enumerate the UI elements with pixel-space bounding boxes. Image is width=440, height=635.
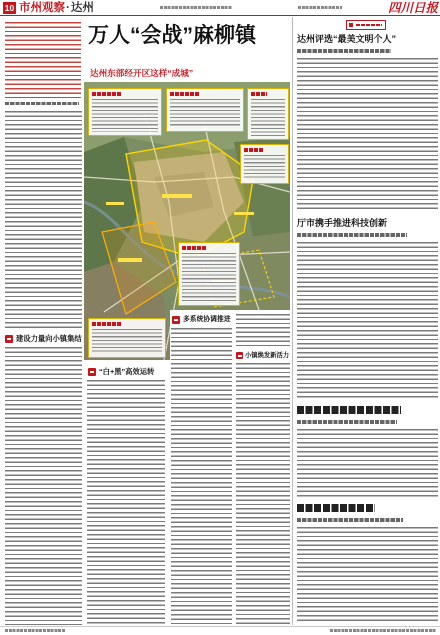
article-body-col1 [5,347,82,625]
lead-headline: 万人“会战”麻柳镇 [88,24,256,47]
sidebar-tag-label [356,24,382,26]
byline [5,102,79,105]
map-info-box-2 [166,88,244,132]
sidebar-story-4-headline [297,504,375,512]
sidebar-tag-mark [349,23,353,27]
section-marker-icon [88,368,96,376]
article-body-col4-top [236,314,290,347]
sidebar-story-3-headline [297,406,401,414]
sidebar-story-3-body [297,429,438,498]
article-body-col3 [171,328,232,625]
sidebar-tag [346,20,386,30]
footer-left-text [5,629,65,632]
map-info-box-5 [178,242,240,306]
sidebar-story-4-subhead [297,518,403,522]
article-body-col1-top [5,111,82,330]
paper-logo: 四川日报 [388,0,439,15]
map-info-box-6 [88,318,166,358]
sidebar-story-2-subhead [297,233,407,237]
issue-date-text [160,6,232,9]
editor-note-text [5,22,81,98]
map-info-box-3 [247,88,289,140]
map-info-box-4 [240,144,289,184]
footer-credit-text [330,629,436,632]
footer-rule [0,626,440,627]
sidebar-story-2-headline: 厅市携手推进科技创新 [297,218,388,228]
masthead-rule [0,15,440,16]
region-name: 达州 [70,2,94,14]
subsection-title-2: “白+黑”高效运转 [99,367,155,376]
column-divider [292,17,293,625]
subsection-title-1: 建设力量向小镇集结 [16,334,82,343]
sidebar-story-4-body [297,527,438,622]
map-info-box-1 [88,88,162,136]
sidebar-story-1-headline: 达州评选“最美文明个人” [297,34,397,44]
section-separator: · [66,2,70,14]
sidebar-story-1-body [297,58,438,212]
section-marker-icon [5,335,13,343]
editor-credit-text [298,6,342,9]
map-title: 达州东部经开区这样“成城” [90,68,194,78]
sidebar-story-3-subhead [297,420,397,424]
page-number-badge: 10 [4,3,15,13]
section-marker-icon [236,352,243,359]
subsection-title-4: 小镇焕发新活力 [245,352,290,359]
section-title [19,1,94,15]
sidebar-story-2-body [297,242,438,400]
article-body-col2 [87,380,165,625]
subsection-title-3: 多系统协调推进 [183,316,231,323]
article-body-col4 [236,363,290,625]
sidebar-story-1-subhead [297,49,391,53]
section-name: 市州观察 [19,2,65,14]
section-marker-icon [172,316,180,324]
